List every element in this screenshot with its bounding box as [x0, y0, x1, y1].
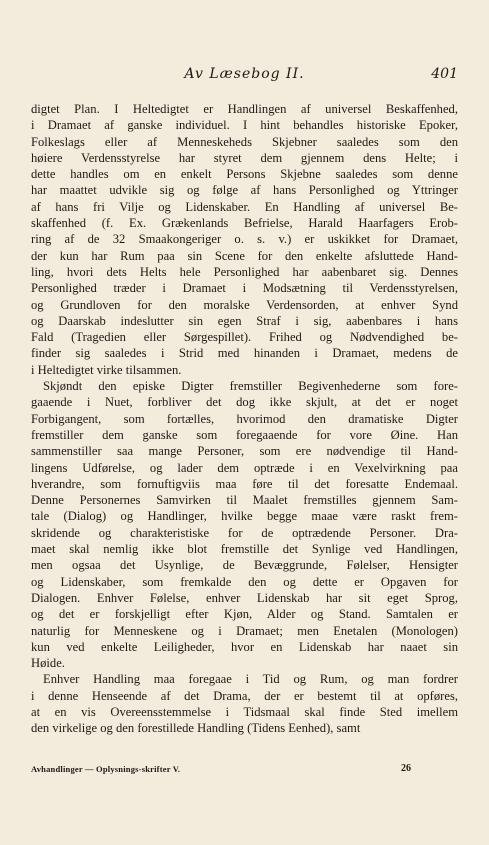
- signature-mark: 26: [401, 763, 411, 774]
- text-line: men ogsaa det Usynlige, de Bevæggrunde, Følelser, Hensigter: [31, 558, 458, 573]
- text-line: Fald (Tragedien eller Sørgespillet). Frihed og Nødvendighed be-: [31, 330, 458, 345]
- text-line: at en vis Overeensstemmelse i Tidsmaal skal finde Sted imellem: [31, 704, 458, 719]
- paragraph: [31, 378, 458, 671]
- paragraph: [31, 101, 458, 378]
- text-line: der kun har Rum paa sin Scene for den enkelte afsluttede Hand-: [31, 248, 458, 263]
- text-line: skridende og charakteristiske for de optrædende Personer. Dra-: [31, 525, 458, 540]
- body-text: [31, 101, 458, 737]
- text-line: ring af de 32 Smaakongeriger o. s. v.) er uskikket for Dramaet,: [31, 232, 458, 247]
- text-line: sammenstiller saa mange Personer, som ere nødvendige til Hand-: [31, 444, 458, 459]
- text-line: finder sig saaledes i Strid med hinanden i Dramaet, medens de: [31, 346, 458, 361]
- text-line: naturlig for Menneskene og i Dramaet; men Enetalen (Monologen): [31, 623, 458, 638]
- text-line: Folkeslags eller af Menneskeheds Skjebner saaledes som den: [31, 134, 458, 149]
- text-line: og Lidenskaber, som fremkalde den og dette er Opgaven for: [31, 574, 458, 589]
- text-line: og det er forskjelligt efter Kjøn, Alder og Stand. Samtalen er: [31, 607, 458, 622]
- text-line: lingens Udførelse, og lader dem optræde i en Vexelvirkning paa: [31, 460, 458, 475]
- text-line: tale (Dialog) og Handlinger, hvilke begge maae være raskt frem-: [31, 509, 458, 524]
- text-line: fremstiller dem ganske som foregaaende for vore Øine. Han: [31, 427, 458, 442]
- text-line: dette handles om en enkelt Persons Skjebne saaledes som denne: [31, 167, 458, 182]
- text-line: i denne Henseende af det Drama, der er bestemt til at opføres,: [31, 688, 458, 703]
- text-line: Denne Personernes Samvirken til Maalet fremstilles gjennem Sam-: [31, 493, 458, 508]
- text-line: hverandre, som fornuftigviis maa føre til det foresatte Endemaal.: [31, 476, 458, 491]
- running-header: [31, 66, 458, 86]
- text-line: ling, hvori dets Helts hele Personlighed har aabenbaret sig. Dennes: [31, 264, 458, 279]
- text-line: af hans fri Vilje og Lidenskaber. En Handling af universel Be-: [31, 199, 458, 214]
- text-line: høiere Verdensstyrelse har styret dem gjennem dens Helte; i: [31, 150, 458, 165]
- text-line: Høide.: [31, 656, 65, 671]
- text-line: har maattet udvikle sig og følge af hans Personlighed og Yttringer: [31, 183, 458, 198]
- text-line: gaaende i Nuet, forbliver det dog ikke skjult, at det er noget: [31, 395, 458, 410]
- text-line: digtet Plan. I Heltedigtet er Handlingen af universel Beskaffenhed,: [31, 102, 458, 116]
- footer-text: Avhandlinger — Oplysnings-skrifter V.: [31, 764, 181, 774]
- page-number: 401: [431, 66, 458, 82]
- text-line: Dialogen. Enhver Følelse, enhver Lidenskab har sit eget Sprog,: [31, 590, 458, 605]
- text-line: Skjøndt den episke Digter fremstiller Begivenhederne som fore-: [43, 379, 458, 394]
- text-line: og Daarskab indeslutter sin egen Straf i sig, aabenbares i hans: [31, 313, 458, 328]
- text-line: skaffenhed (f. Ex. Grækenlands Befrielse, Harald Haarfagers Erob-: [31, 216, 458, 231]
- paragraph: [31, 671, 458, 736]
- text-line: kun ved enkelte Leiligheder, hvor en Lidenskab har naaet sin: [31, 639, 458, 654]
- text-line: maet skal nemlig ikke blot fremstille det Synlige ved Handlingen,: [31, 542, 458, 557]
- text-line: og Grundloven for den moralske Verdensorden, at enhver Synd: [31, 297, 458, 312]
- text-line: Enhver Handling maa foregaae i Tid og Rum, og man fordrer: [43, 672, 458, 687]
- text-line: den virkelige og den forestillede Handling (Tidens Eenhed), samt: [31, 721, 361, 736]
- text-line: i Dramaet af ganske individuel. I hint behandles historiske Epoker,: [31, 118, 458, 133]
- text-line: Forbigangent, som fortælles, hvorimod den dramatiske Digter: [31, 411, 458, 426]
- page-footer: [31, 764, 458, 778]
- running-title: Av Læsebog II.: [184, 66, 305, 82]
- text-line: Personlighed træder i Dramaet i Modsætning til Verdensstyrelsen,: [31, 281, 458, 296]
- text-line: i Heltedigtet virke tilsammen.: [31, 362, 182, 377]
